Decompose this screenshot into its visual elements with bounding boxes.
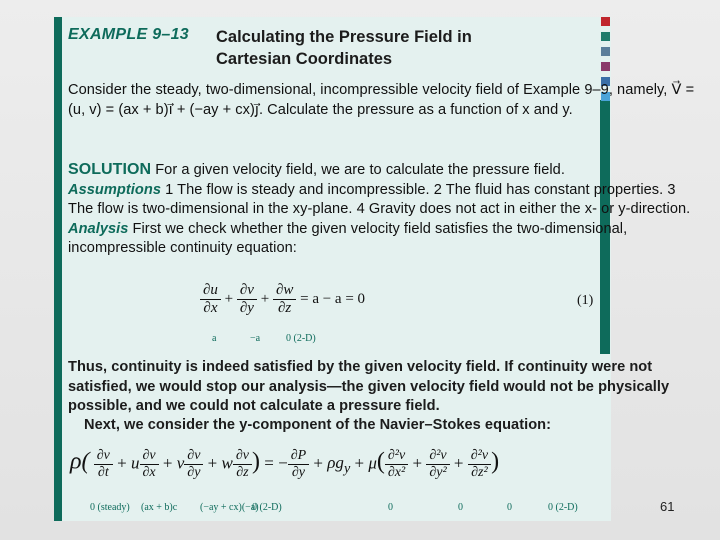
assumptions-label: Assumptions [68,181,161,198]
ns-brace-steady: 0 (steady) [90,502,130,513]
brace-label-2d: 0 (2-D) [286,333,316,344]
color-square-3 [601,47,610,56]
ns-brace-v: (−ay + cx)(−a) [200,502,259,513]
next-text: Next, we consider the y-component of the Navier–Stokes equation: [84,417,552,433]
ns-brace-u: (ax + b)c [141,502,178,513]
ns-brace-yy: 0 [507,502,512,513]
slide-number: 61 [660,499,675,514]
continuity-text: Thus, continuity is indeed satisfied by the given velocity field. If continuity were not satisfied, we would stop our analysis—the given velocity field would not be physically possible, and we could not calculate a pressure field. [68,359,670,415]
color-square-2 [601,32,610,41]
equation-rhs: = a − a = 0 [300,290,366,307]
brace-label-minus-a: −a [250,333,261,344]
analysis-label: Analysis [68,220,129,237]
analysis-text: First we check whether the given velocity field satisfies the two-dimensional, incompressible continuity equation: [68,220,628,257]
du-dx: $\frac{\partial u}{\partial x}$ [200,282,221,317]
lower-accent-bar [54,352,62,521]
assumptions-text: 1 The flow is steady and incompressible. 2 The fluid has constant properties. 3 The flow is two-dimensional in the xy-plane. 4 Gravity does not act in either the x- or y-direction. [68,181,691,218]
navier-stokes-equation: ρ( $\frac{\partial v}{\partial t}$ + u $\frac{\partial v}{\partial x}$ + v $\frac{\partial v}{\partial y}$ + w $\frac{\partial v}{\partial z}$ ) = − $\frac{\partial P}{\partial y}$ + $\rho g_y + \mu$( $\frac{\text{∂²v}}{\text{∂x²}}$ + $\frac{\text{∂²v}}{\text{∂y²}}$ + $\frac{\text{∂²v}}{\text{∂z²}}$ ) [70,448,500,480]
brace-label-a: a [212,333,217,344]
color-square-4 [601,62,610,71]
ns-brace-xx: 0 [458,502,463,513]
ns-brace-gy: 0 [388,502,393,513]
example-title: Calculating the Pressure Field in Cartesian Coordinates [216,28,472,68]
dv-dy: $\frac{\partial v}{\partial y}$ [237,282,257,317]
solution-heading: SOLUTION [68,161,152,178]
solution-intro: For a given velocity field, we are to calculate the pressure field. [155,162,565,178]
example-label: EXAMPLE 9–13 [68,26,189,43]
equation-number: (1) [577,293,594,308]
ns-brace-w: 0 (2-D) [252,502,282,513]
solution-block [68,160,700,259]
ns-brace-zz: 0 (2-D) [548,502,578,513]
color-square-1 [601,17,610,26]
continuity-equation: $\frac{\partial u}{\partial x}$ + $\frac{\partial v}{\partial y}$ + $\frac{\partial w}{\partial z}$ = a − a = 0 [200,282,365,317]
dw-dz: $\frac{\partial w}{\partial z}$ [273,282,296,317]
problem-statement: Consider the steady, two-dimensional, incompressible velocity field of Example 9–9, namely, V⃗ = (u, v) = (ax + b)i⃗ + (−ay + cx)j⃗. Calculate the pressure as a function of x and y. [68,82,695,118]
